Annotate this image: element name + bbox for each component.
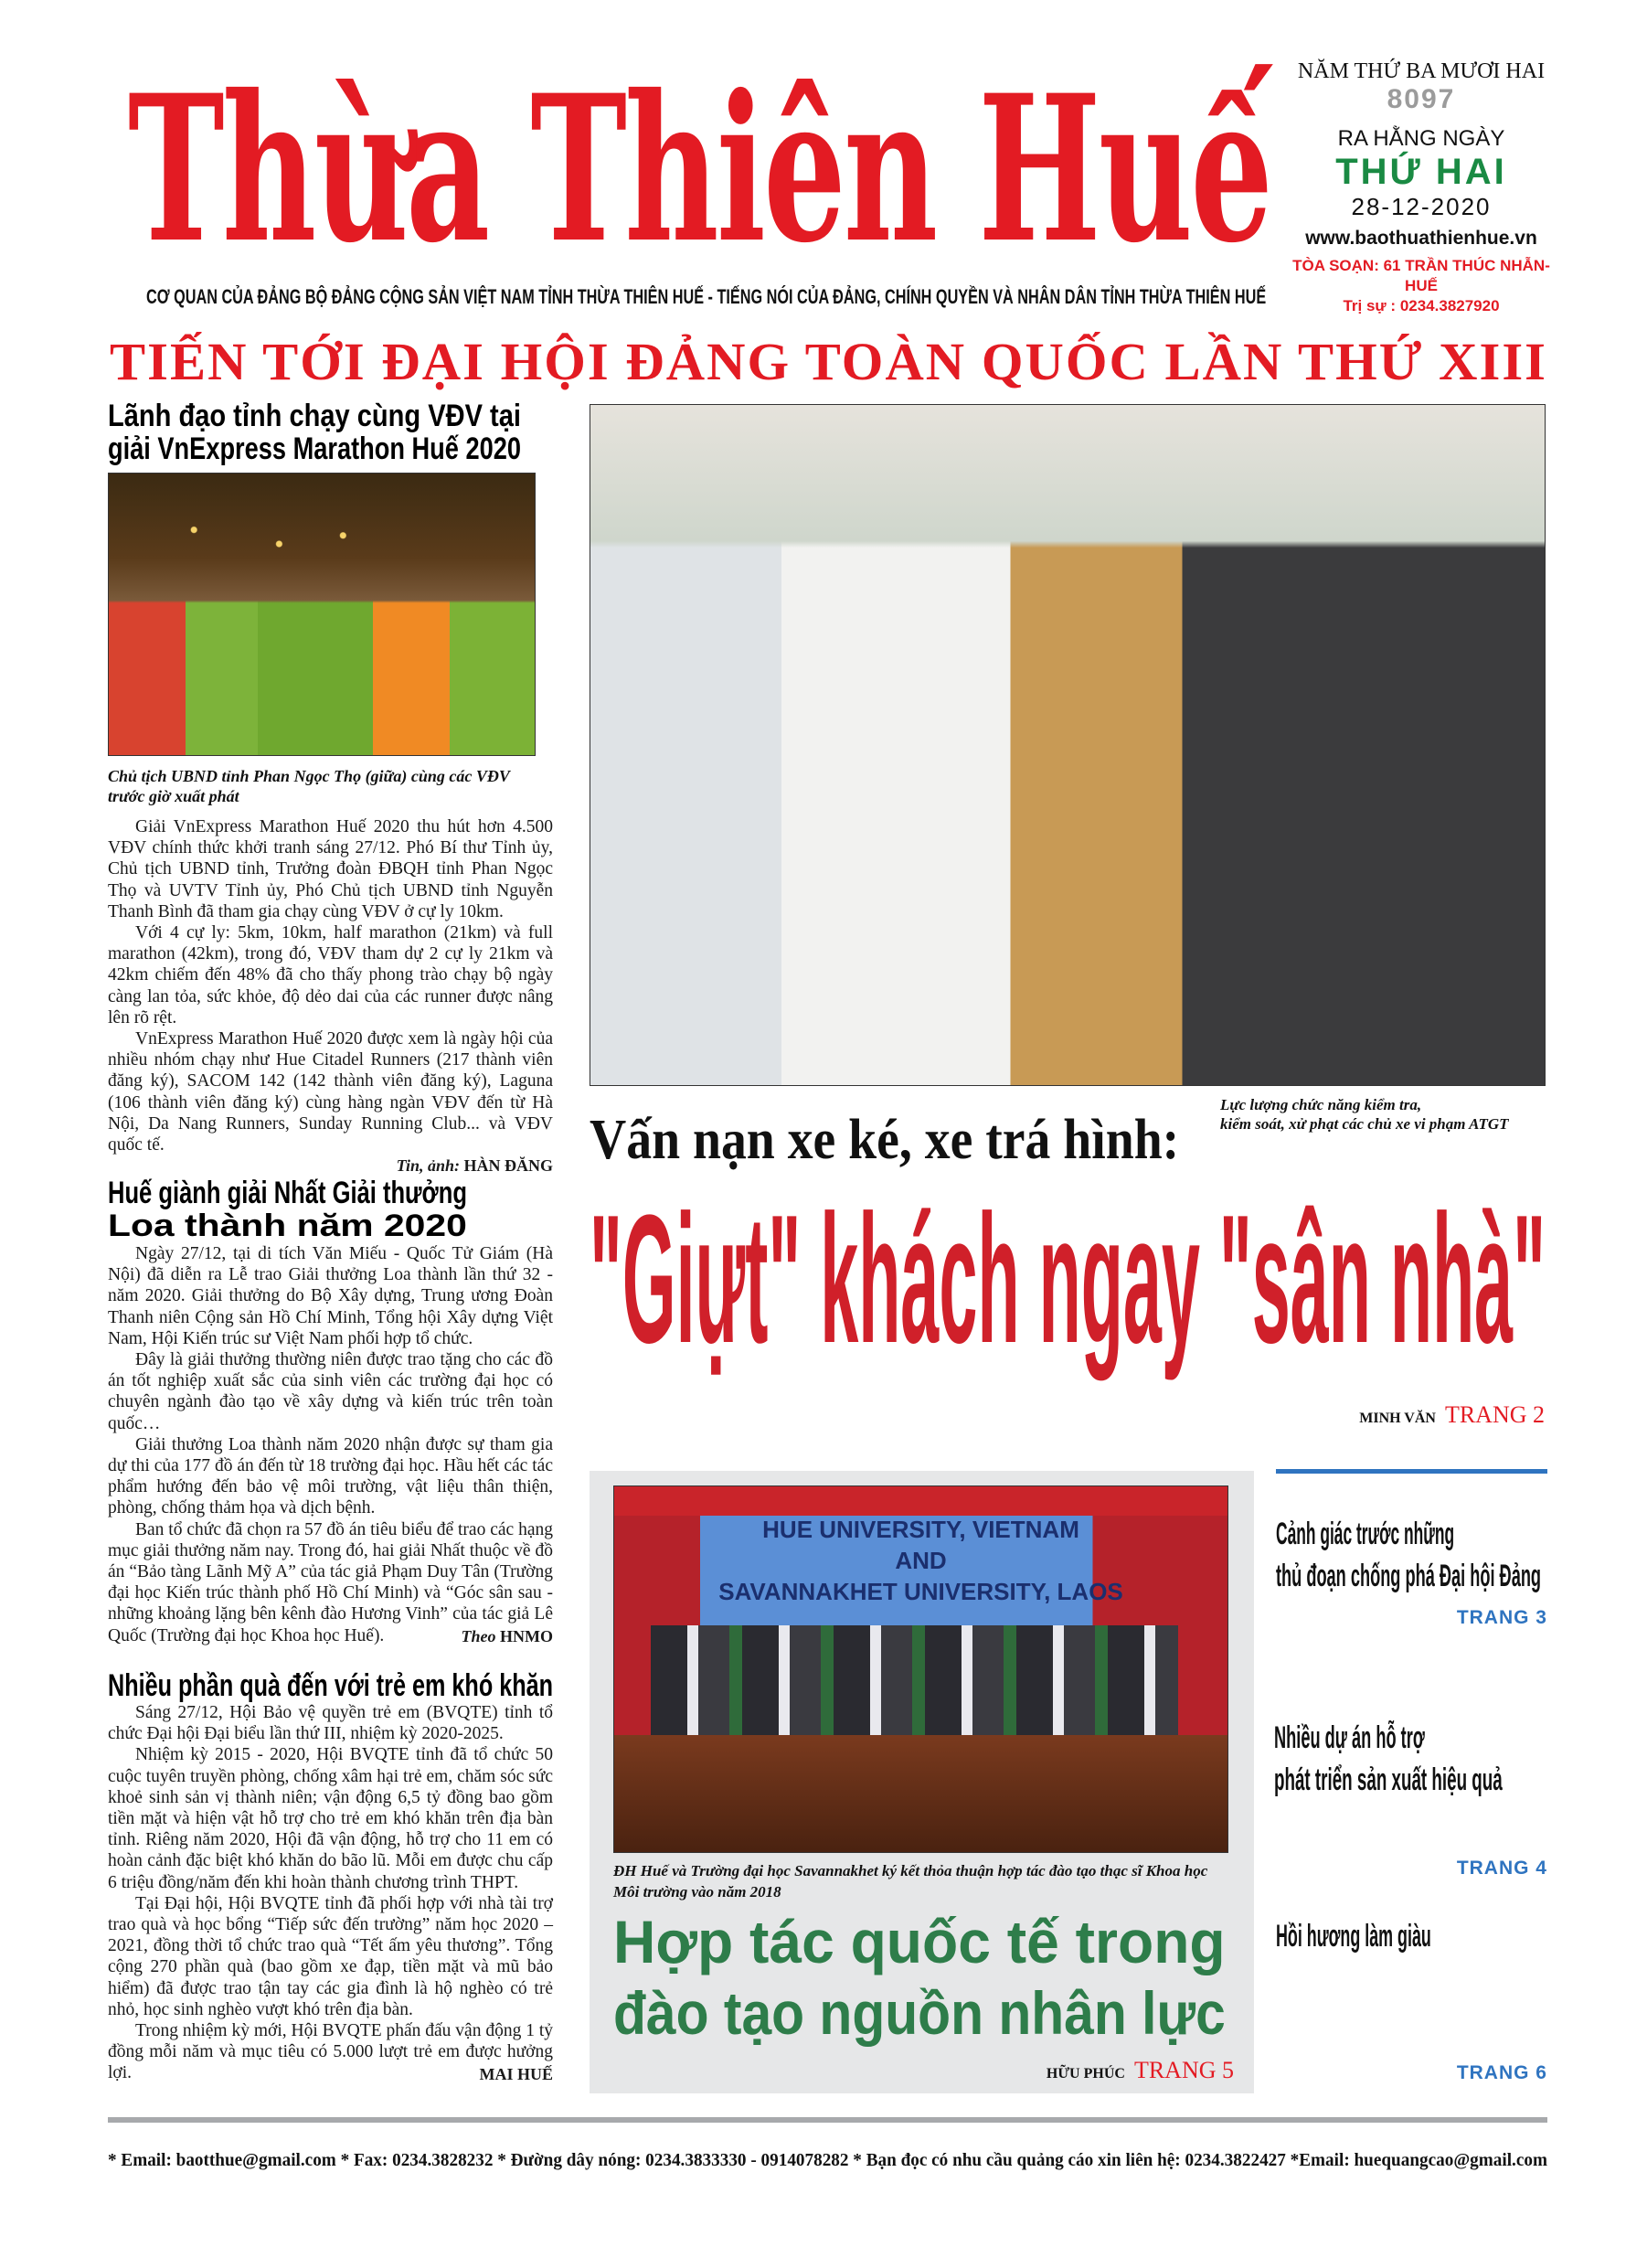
page-ref-link[interactable]: TRANG 5 (1133, 2057, 1234, 2083)
paragraph: Giải thưởng Loa thành năm 2020 nhận được sự tham gia dự thi của 177 đồ án đến từ 18 trường đại học. Hầu hết các tác phẩm hướng đến bảo vệ môi trường, vật liệu thân thiện, phòng, chống thảm họa và dịch bệnh. (108, 1434, 553, 1518)
teaser-headline[interactable] (1274, 1717, 1503, 1801)
paragraph: Trong nhiệm kỳ mới, Hội BVQTE phấn đấu vận động 1 tỷ đồng mỗi năm và mục tiêu có 5.000 lượt trẻ em được hưởng lợi. (108, 2021, 553, 2083)
feature-credit (914, 2057, 1234, 2084)
paragraph: Tại Đại hội, Hội BVQTE tỉnh đã phối hợp với nhà tài trợ trao quà và học bổng “Tiếp sức đến trường” năm học 2020 – 2021, đồng thời tổ chức trao quà “Tết ấm yêu thương”. Tổng cộng 270 phần quà (bao gồm xe đạp, tiền mặt và mũ bảo hiểm) đã được trao tận tay các gia đình là hộ nghèo có trẻ nhỏ, học sinh nghèo vượt khó trên địa bàn. (108, 1893, 553, 2019)
article-headline[interactable] (108, 1177, 467, 1242)
backdrop-line: SAVANNAKHET UNIVERSITY, LAOS (718, 1578, 1123, 1605)
teaser-page-link[interactable]: TRANG 6 (1456, 2062, 1547, 2083)
article-headline[interactable] (108, 399, 521, 465)
lead-kicker (590, 1108, 1179, 1172)
headline-text: "Giựt" khách ngay "sân nhà" (590, 1177, 1546, 1381)
office-address: TÒA SOẠN: 61 TRẦN THÚC NHẪN-HUẾ (1292, 257, 1550, 294)
paragraph: Sáng 27/12, Hội Bảo vệ quyền trẻ em (BVQTE) tỉnh tổ chức Đại hội Đại biểu lần thứ III, nhiệm kỳ 2020-2025. (108, 1703, 553, 1744)
headline-line: phát triển sản xuất hiệu quả (1274, 1762, 1503, 1797)
office-phone: Trị sự : 0234.3827920 (1343, 297, 1500, 314)
byline: MAI HUẾ (479, 2064, 553, 2083)
author: MINH VĂN (1359, 1411, 1436, 1426)
footer-contact (108, 2148, 1547, 2172)
footer-text: * Email: baotthue@gmail.com * Fax: 0234.3828232 * Đường dây nóng: 0234.3833330 - 0914078282 * Bạn đọc có nhu cầu quảng cáo xin liên hệ: 0234.3822427 *Email: huequangcao@gmail.com (108, 2150, 1547, 2170)
photo-backdrop-text (614, 1514, 1227, 1607)
issue-number: 8097 (1387, 84, 1456, 114)
paragraph: Nhiệm kỳ 2015 - 2020, Hội BVQTE tỉnh đã tổ chức 50 cuộc tuyên truyền phòng, chống xâm hại trẻ em, chăm sóc sức khoẻ sinh sản vị thành niên; vận động 6,5 tỷ đồng bao gồm tiền mặt và hiện vật hỗ trợ cho trẻ em khó khăn trên địa bàn tỉnh. Riêng năm 2020, Hội đã vận động, hỗ trợ cho 11 em có hoàn cảnh đặc biệt khó khăn do bão lũ. Mỗi em được chu cấp 6 triệu đồng/năm đến khi hoàn thành chương trình THPT. (108, 1745, 553, 1892)
paragraph: Giải VnExpress Marathon Huế 2020 thu hút hơn 4.500 VĐV chính thức khởi tranh sáng 27/12. Phó Bí thư Tỉnh ủy, Chủ tịch UBND tỉnh, Trưởng đoàn ĐBQH tỉnh Phan Ngọc Thọ và UVTV Tỉnh ủy, Phó Chủ tịch UBND tỉnh Nguyễn Thanh Bình đã tham gia chạy cùng VĐV ở cự ly 10km. (108, 817, 553, 921)
photo-caption: Chủ tịch UBND tỉnh Phan Ngọc Thọ (giữa) cùng các VĐV trước giờ xuất phát (108, 767, 510, 805)
paragraph: Ban tổ chức đã chọn ra 57 đồ án tiêu biểu để trao các hạng mục giải thưởng năm nay. Trong đó, hai giải Nhất thuộc về đồ án “Bảo tàng Lãnh Mỹ A” của tác giả Phạm Duy Tân (Trường đại học Kiến trúc thành phố Hồ Chí Minh) và “Góc sân sau - những khoảng lặng bên kênh đào Hương Vinh” của tác giả Lê Quốc (Trường đại học Khoa học Huế). (108, 1519, 553, 1645)
paragraph: Ngày 27/12, tại di tích Văn Miếu - Quốc Tử Giám (Hà Nội) đã diễn ra Lễ trao Giải thưởng Loa thành lần thứ 32 - năm 2020. Giải thưởng do Bộ Xây dựng, Trung ương Đoàn Thanh niên Cộng sản Hồ Chí Minh, Tổng hội Xây dựng Việt Nam, Hội Kiến trúc sư Việt Nam phối hợp tổ chức. (108, 1244, 553, 1348)
teaser-headline[interactable] (1276, 1915, 1431, 1957)
headline-line: Cảnh giác trước những (1276, 1517, 1455, 1551)
headline-line: Lãnh đạo tỉnh chạy cùng VĐV tại (108, 399, 521, 433)
paragraph: Với 4 cự ly: 5km, 10km, half marathon (21km) và full marathon (42km), trong đó, VĐV tham dự 2 cự ly 21km và 42km chiếm đến 48% đã cho thấy phong trào chạy bộ ngày càng lan tỏa, sức khỏe, độ dẻo dai của các runner được nâng lên rõ rệt. (108, 923, 553, 1028)
footer-rule (108, 2117, 1547, 2123)
article-body (108, 1243, 553, 1647)
headline-line: thủ đoạn chống phá Đại hội Đảng (1276, 1559, 1542, 1593)
issue-date: 28-12-2020 (1351, 193, 1492, 220)
backdrop-line: AND (895, 1547, 947, 1574)
banner-text: TIẾN TỚI ĐẠI HỘI ĐẢNG TOÀN QUỐC LẦN THỨ XIII (110, 332, 1548, 391)
headline-line: giải VnExpress Marathon Huế 2020 (108, 431, 521, 466)
marathon-photo (108, 473, 536, 756)
headline-line: đào tạo nguồn nhân lực (613, 1979, 1226, 2047)
year-label: NĂM THỨ BA MƯƠI HAI (1297, 59, 1546, 83)
section-banner (110, 333, 1547, 391)
masthead-title: Thừa Thiên Huế (128, 50, 1271, 287)
website-link[interactable]: www.baothuathienhue.vn (1305, 228, 1537, 249)
signing-ceremony-photo (613, 1485, 1228, 1853)
headline-line: Hợp tác quốc tế trong (613, 1908, 1226, 1975)
newspaper-logo-title (128, 50, 1271, 287)
people-silhouettes (651, 1625, 1178, 1742)
headline-line: Nhiều phần quà đến với trẻ em khó khăn (108, 1668, 554, 1703)
headline-line: Huế giành giải Nhất Giải thưởng (108, 1176, 467, 1210)
backdrop-line: HUE UNIVERSITY, VIETNAM (762, 1516, 1079, 1543)
headline-line: Nhiều dự án hỗ trợ (1274, 1720, 1425, 1755)
frequency: RA HẰNG NGÀY (1337, 126, 1505, 151)
teaser-headline[interactable] (1276, 1513, 1541, 1597)
byline (108, 1155, 553, 1177)
masthead-tagline (146, 285, 1266, 309)
weekday: THỨ HAI (1335, 152, 1507, 192)
lead-photo-caption (1220, 1095, 1549, 1134)
headline-line: Loa thành năm 2020 (108, 1209, 467, 1243)
caption-line: Lực lượng chức năng kiểm tra, (1220, 1096, 1422, 1113)
byline-author: HÀN ĐĂNG (463, 1156, 553, 1176)
author: HỮU PHÚC (1046, 2066, 1125, 2082)
article-body (108, 816, 553, 1177)
feature-photo-caption: ĐH Huế và Trường đại học Savannakhet ký kết thỏa thuận hợp tác đào tạo thạc sĩ Khoa học Môi trường vào năm 2018 (613, 1862, 1208, 1901)
byline-prefix: Theo (461, 1626, 496, 1645)
tagline-text: CƠ QUAN CỦA ĐẢNG BỘ ĐẢNG CỘNG SẢN VIỆT NAM TỈNH THỪA THIÊN HUẾ - TIẾNG NÓI CỦA ĐẢNG, CHÍNH QUYỀN VÀ NHÂN DÂN TỈNH THỪA THIÊN HUẾ (146, 285, 1267, 308)
headline-line: Hồi hương làm giàu (1276, 1919, 1431, 1954)
lead-headline[interactable] (590, 1179, 1546, 1380)
table-shape (614, 1735, 1227, 1852)
page-ref-link[interactable]: TRANG 2 (1444, 1401, 1545, 1428)
article-body (108, 1702, 553, 2085)
teaser-page-link[interactable]: TRANG 4 (1456, 1858, 1547, 1879)
article-headline[interactable] (108, 1669, 553, 1702)
lead-credit (1188, 1401, 1545, 1429)
paragraph: Đây là giải thưởng thường niên được trao tặng cho các đồ án tốt nghiệp xuất sắc của sinh viên các trường đại học có chuyên ngành đào tạo về xây dựng và kiến trúc trên toàn quốc… (108, 1350, 553, 1433)
issue-info (1280, 59, 1563, 316)
paragraph: VnExpress Marathon Huế 2020 được xem là ngày hội của nhiều nhóm chạy như Hue Citadel Runners (217 thành viên đăng ký), SACOM 142 (142 thành viên đăng ký), Laguna (106 thành viên đăng ký) cùng hàng ngàn VĐV đến từ Hà Nội, Da Nang Runners, Sunday Running Club... và VĐV quốc tế. (108, 1029, 553, 1155)
caption-line: kiểm soát, xử phạt các chủ xe vi phạm ATGT (1220, 1115, 1509, 1133)
feature-headline[interactable] (613, 1906, 1226, 2052)
kicker-text: Vấn nạn xe ké, xe trá hình: (590, 1109, 1180, 1171)
teaser-divider (1276, 1469, 1547, 1474)
byline-prefix: Tin, ảnh: (396, 1156, 460, 1176)
traffic-police-photo (590, 404, 1546, 1086)
byline-author: HNMO (500, 1626, 553, 1645)
teaser-page-link[interactable]: TRANG 3 (1456, 1607, 1547, 1628)
